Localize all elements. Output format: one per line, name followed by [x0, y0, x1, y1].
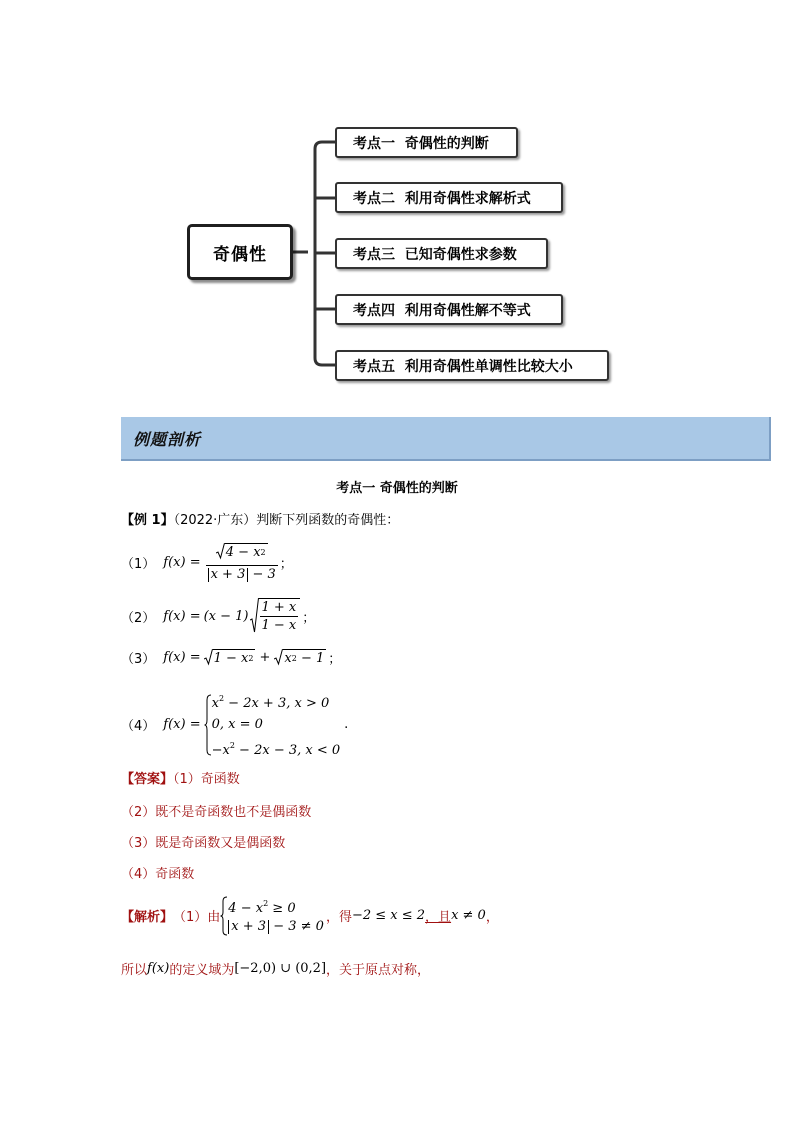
left-brace-icon — [204, 694, 212, 756]
item-4-label: （4） — [121, 719, 156, 734]
subsection-title: 考点一 奇偶性的判断 — [336, 481, 458, 496]
analysis-line2-post: ，关于原点对称， — [326, 963, 431, 978]
analysis-system — [220, 895, 324, 936]
mindmap-node-3: 考点三 已知奇偶性求参数 — [335, 238, 548, 269]
analysis-and: ，且 — [425, 910, 452, 925]
case-1-pre: x — [211, 696, 219, 711]
item-2-rad-numerator: 1 + x — [261, 600, 297, 615]
answer-line-2: （2）既不是奇函数也不是偶函数 — [121, 805, 312, 820]
radical-sign-icon — [204, 649, 213, 666]
example-prompt: 判断下列函数的奇偶性： — [256, 513, 400, 528]
item-1-num-exponent: 2 — [260, 548, 266, 557]
example-item-1 — [121, 543, 293, 582]
item-3-rad1-exponent: 2 — [248, 654, 254, 663]
item-3-radical-2 — [274, 649, 326, 666]
example-item-3 — [121, 648, 341, 667]
analysis-line2-fx: f(x) — [147, 961, 170, 976]
topic-mindmap — [0, 0, 794, 400]
item-1-lhs: f(x) = — [163, 555, 201, 570]
case-3-exponent: 2 — [229, 741, 235, 750]
item-2-label: （2） — [121, 610, 156, 626]
analysis-lead: （1）由 — [173, 910, 221, 925]
item-1-fraction — [206, 543, 278, 582]
mindmap-node-1: 考点一 奇偶性的判断 — [335, 127, 518, 158]
mindmap-root-node: 奇偶性 — [187, 224, 293, 280]
analysis-line2-pre: 所以 — [121, 963, 148, 978]
item-3-rad2-exponent: 2 — [291, 654, 297, 663]
item-3-rad1: 1 − x — [213, 651, 249, 666]
analysis-mid: ，得 — [325, 910, 352, 925]
analysis-line2-domain: [−2,0) ∪ (0,2] — [234, 961, 327, 976]
case-2-pre: 0, x = 0 — [211, 717, 263, 732]
radical-sign-icon — [274, 649, 283, 666]
item-4-lhs: f(x) = — [163, 717, 201, 732]
item-1-den-tail: − 3 — [252, 567, 276, 582]
item-1-end: ； — [279, 557, 293, 572]
item-2-end: ； — [302, 610, 316, 626]
item-3-rad2-post: − 1 — [300, 651, 325, 666]
cond-1-pre: 4 − x — [228, 901, 264, 916]
item-3-end: ； — [328, 652, 342, 667]
answer-line-3: （3）既是奇函数又是偶函数 — [121, 836, 286, 851]
analysis-line2-mid: 的定义域为 — [169, 963, 235, 978]
analysis-range: −2 ≤ x ≤ 2 — [351, 908, 426, 923]
section-header-bar — [121, 417, 771, 461]
case-3-post: − 2x − 3, x < 0 — [234, 743, 341, 758]
analysis-condition-2 — [228, 918, 324, 936]
mindmap-node-5: 考点五 利用奇偶性单调性比较大小 — [335, 350, 609, 381]
item-1-radical — [216, 543, 268, 560]
item-2-lhs: f(x) = — [163, 608, 201, 624]
item-1-numerator: 4 − x — [225, 545, 261, 560]
cond-2-abs: x + 3 — [228, 920, 269, 934]
analysis-condition-1 — [228, 895, 324, 918]
radical-sign-icon — [250, 598, 259, 634]
section-title: 例题剖析 — [133, 429, 202, 449]
item-4-case-1 — [212, 688, 341, 714]
item-3-radical-1 — [204, 649, 256, 666]
item-4-case-2 — [212, 714, 341, 735]
item-4-end: . — [344, 717, 349, 732]
cond-1-post: ≥ 0 — [268, 901, 296, 916]
item-1-formula — [163, 543, 293, 582]
analysis-neq: x ≠ 0 — [451, 908, 486, 923]
case-1-exponent: 2 — [218, 694, 225, 703]
answer-line-4: （4）奇函数 — [121, 867, 195, 882]
cond-2-post: − 3 ≠ 0 — [273, 919, 324, 934]
item-1-abs: x + 3 — [208, 568, 249, 582]
cond-1-exponent: 2 — [263, 899, 269, 908]
item-2-rad-denominator: 1 − x — [261, 618, 297, 633]
item-4-formula — [163, 688, 348, 761]
analysis-line-1 — [121, 895, 499, 936]
answer-tag: 【答案】 — [121, 772, 174, 787]
answer-line-1 — [121, 768, 240, 787]
analysis-end: ， — [485, 910, 499, 925]
case-3-pre: −x — [211, 743, 230, 758]
item-3-formula — [163, 648, 341, 667]
mindmap-node-2: 考点二 利用奇偶性求解析式 — [335, 182, 563, 213]
example-item-4 — [121, 688, 348, 761]
item-1-label: （1） — [121, 557, 156, 572]
case-1-post: − 2x + 3, x > 0 — [224, 696, 330, 711]
item-3-label: （3） — [121, 652, 156, 667]
item-3-rad2-pre: x — [284, 651, 292, 666]
item-2-radical — [250, 598, 301, 634]
item-2-factor: (x − 1) — [203, 608, 249, 624]
item-4-case-3 — [212, 735, 341, 761]
analysis-line-2 — [121, 959, 430, 978]
analysis-tag: 【解析】 — [121, 910, 174, 925]
mindmap-node-4: 考点四 利用奇偶性解不等式 — [335, 294, 563, 325]
item-4-cases — [212, 688, 341, 761]
example-heading — [121, 509, 399, 528]
example-source: （2022·广东） — [173, 513, 257, 528]
example-item-2 — [121, 598, 315, 634]
radical-sign-icon — [216, 543, 225, 560]
item-3-plus: + — [259, 650, 271, 665]
item-3-lhs: f(x) = — [163, 650, 201, 665]
answer-text-1: （1）奇函数 — [173, 772, 240, 787]
example-tag: 【例 1】 — [121, 513, 174, 528]
item-2-formula — [163, 598, 315, 634]
